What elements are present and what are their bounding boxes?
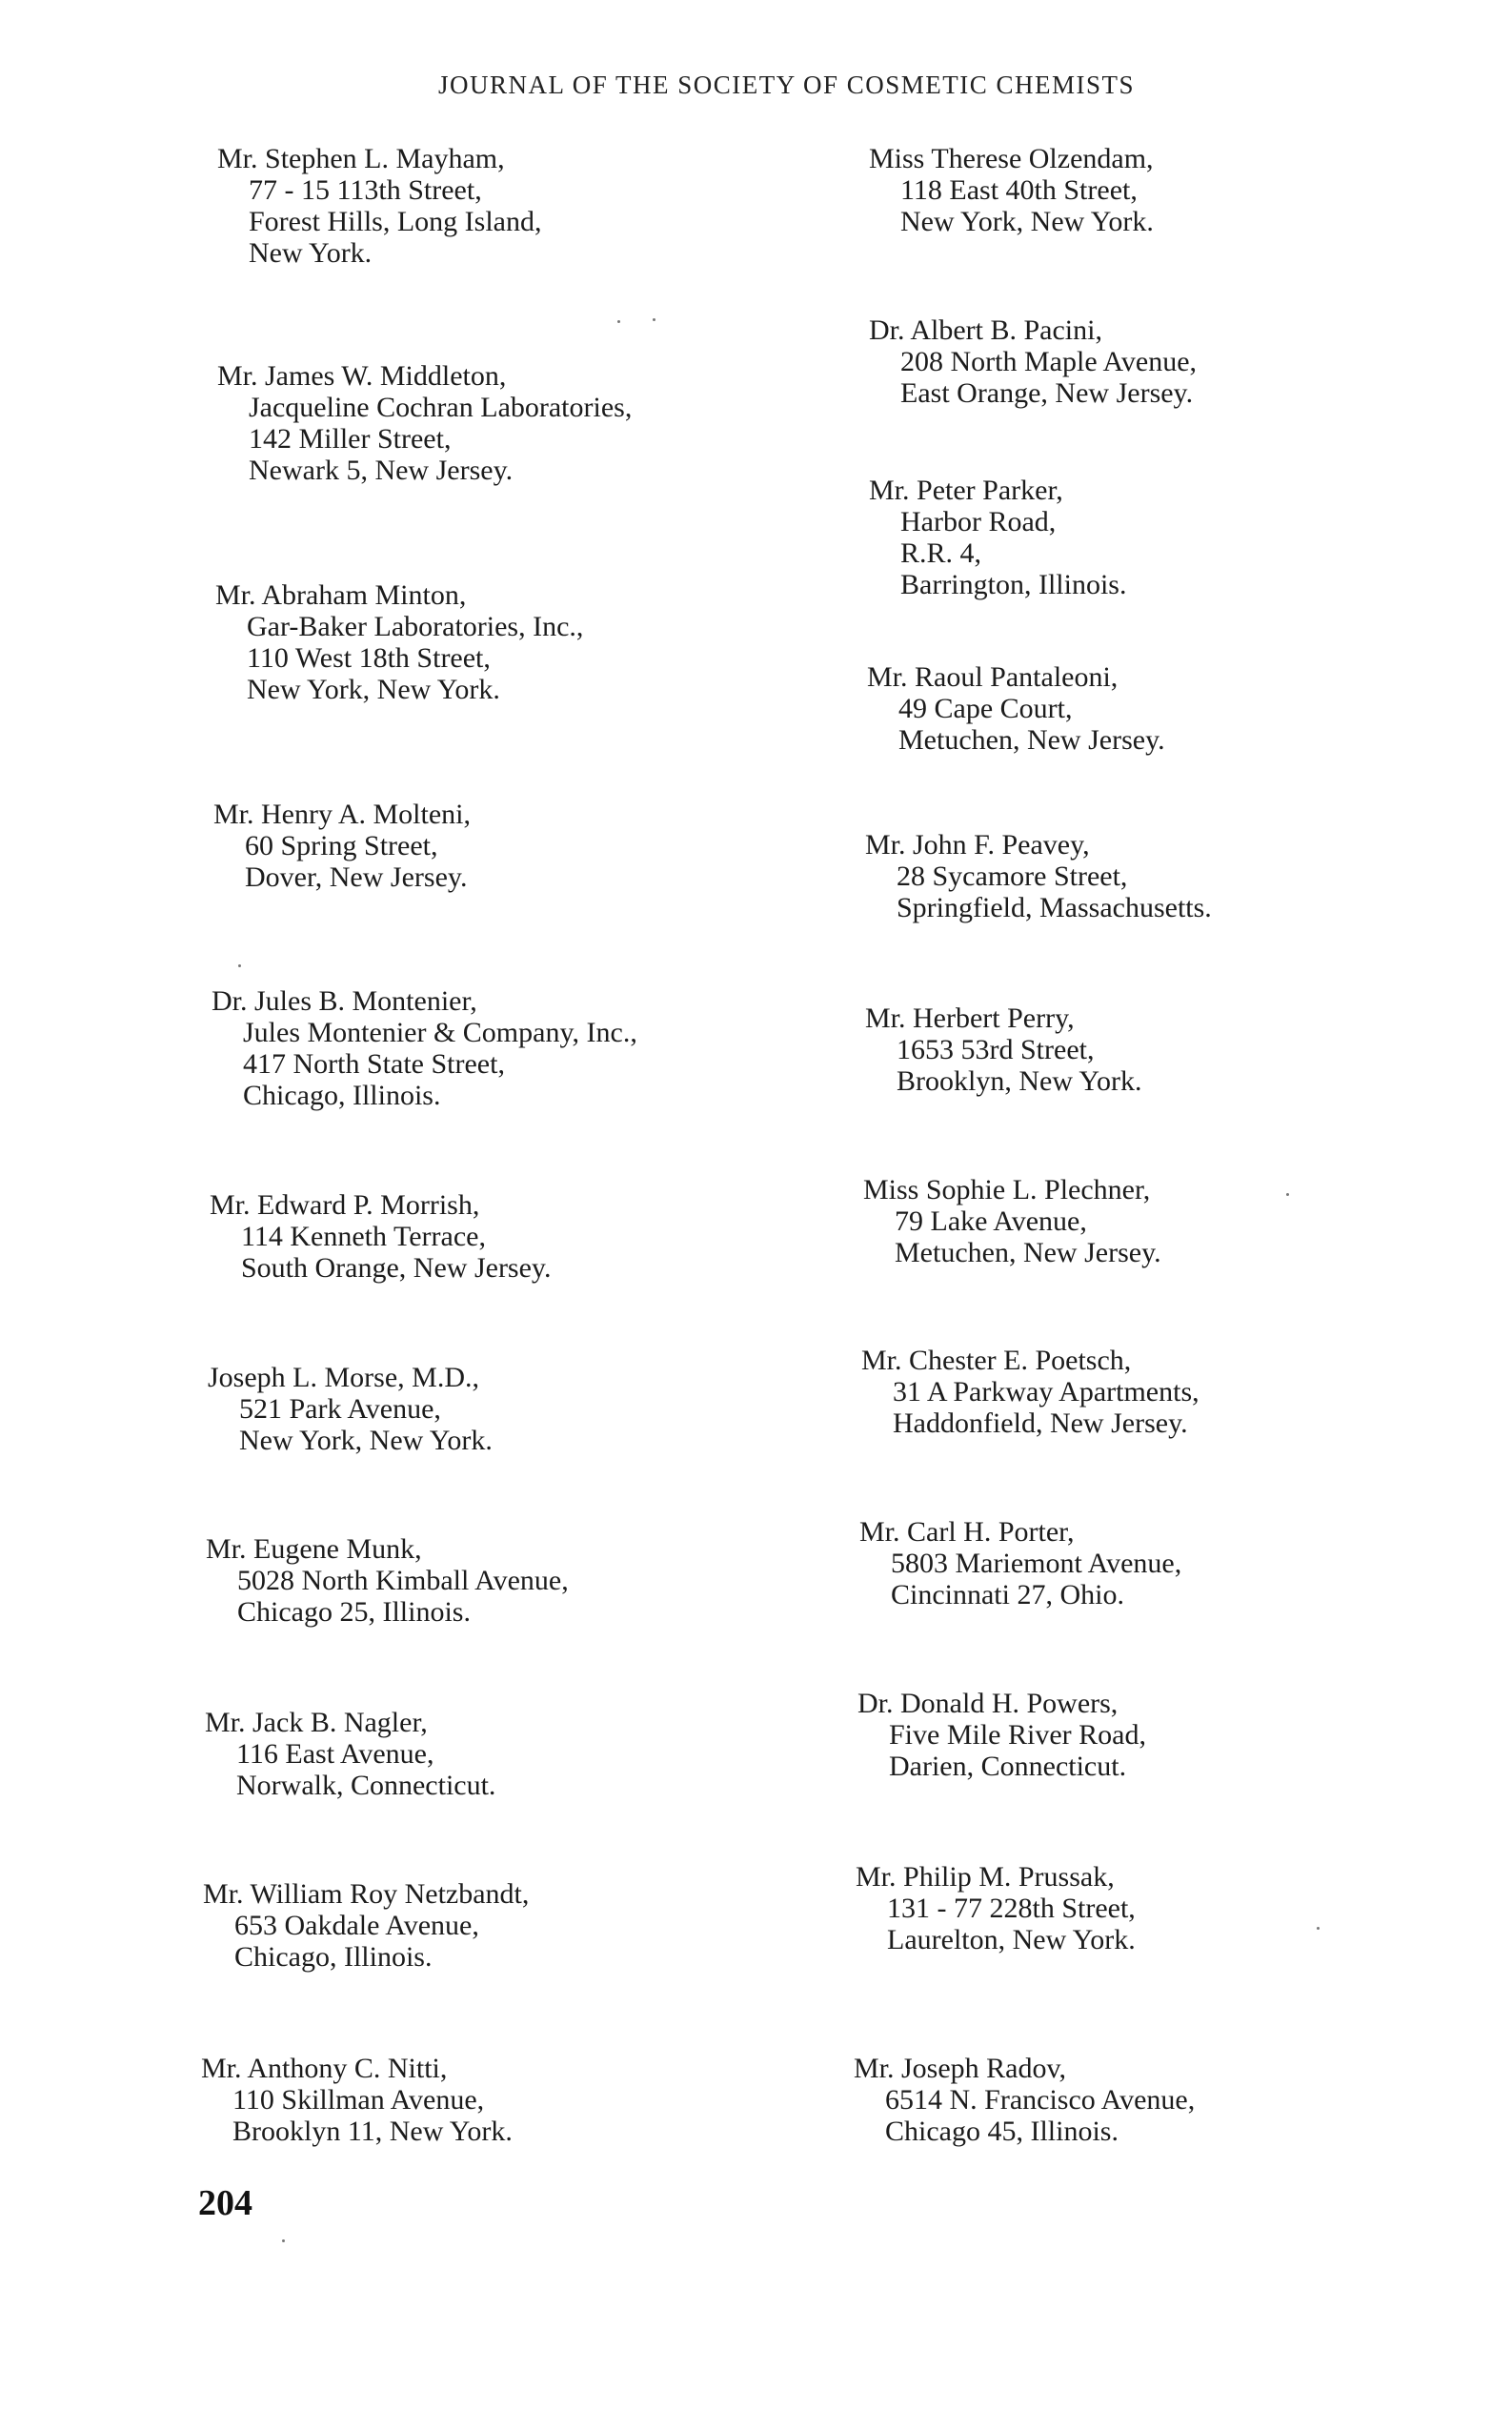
member-entry [863, 1174, 1511, 1268]
address-line: 653 Oakdale Avenue, [234, 1910, 479, 1941]
member-name: Mr. Herbert Perry, [865, 1002, 1075, 1034]
address-line: 60 Spring Street, [245, 830, 438, 861]
address-line: New York, New York. [239, 1425, 493, 1456]
member-name: Dr. Albert B. Pacini, [869, 314, 1102, 346]
member-entry [867, 661, 1512, 756]
member-entry [212, 985, 859, 1111]
member-name: Mr. Peter Parker, [869, 475, 1063, 506]
address-line: Dover, New Jersey. [245, 861, 468, 893]
member-entry [215, 579, 863, 705]
scan-speck [617, 320, 620, 323]
address-line: 49 Cape Court, [898, 693, 1073, 724]
member-name: Dr. Donald H. Powers, [857, 1688, 1119, 1719]
member-entry [854, 2053, 1502, 2147]
address-line: 5803 Mariemont Avenue, [891, 1548, 1182, 1579]
address-line: 417 North State Street, [243, 1048, 505, 1080]
address-line: Brooklyn 11, New York. [232, 2116, 513, 2147]
member-entry [869, 475, 1512, 600]
address-line: Haddonfield, New Jersey. [893, 1408, 1188, 1439]
address-line: 5028 North Kimball Avenue, [237, 1565, 569, 1596]
member-entry [865, 1002, 1512, 1097]
member-entry [205, 1707, 853, 1801]
member-name: Dr. Jules B. Montenier, [212, 985, 477, 1017]
address-line: Norwalk, Connecticut. [236, 1770, 496, 1801]
member-name: Mr. William Roy Netzbandt, [203, 1878, 530, 1910]
member-name: Mr. Philip M. Prussak, [856, 1861, 1115, 1893]
address-line: Forest Hills, Long Island, [249, 206, 542, 237]
page-number: 204 [198, 2183, 252, 2223]
address-line: 142 Miller Street, [249, 423, 452, 455]
member-name: Mr. Joseph Radov, [854, 2053, 1067, 2084]
member-entry [856, 1861, 1503, 1955]
member-entry [857, 1688, 1505, 1782]
member-name: Mr. Carl H. Porter, [859, 1516, 1075, 1548]
address-line: 31 A Parkway Apartments, [893, 1376, 1200, 1408]
address-line: 208 North Maple Avenue, [900, 346, 1198, 377]
address-line: Barrington, Illinois. [900, 569, 1127, 600]
address-line: Gar-Baker Laboratories, Inc., [247, 611, 584, 642]
member-entry [217, 360, 865, 486]
address-line: South Orange, New Jersey. [241, 1252, 552, 1284]
address-line: Chicago, Illinois. [234, 1941, 433, 1973]
member-entry [213, 799, 861, 893]
member-entry [217, 143, 865, 269]
address-line: New York. [249, 237, 373, 269]
address-line: Cincinnati 27, Ohio. [891, 1579, 1124, 1610]
member-name: Miss Therese Olzendam, [869, 143, 1154, 174]
member-name: Mr. Eugene Munk, [206, 1533, 422, 1565]
member-entry [865, 829, 1512, 923]
member-entry [208, 1362, 856, 1456]
address-line: Jacqueline Cochran Laboratories, [249, 392, 633, 423]
address-line: 131 - 77 228th Street, [887, 1893, 1136, 1924]
member-name: Mr. James W. Middleton, [217, 360, 507, 392]
address-line: Brooklyn, New York. [897, 1065, 1142, 1097]
member-entry [206, 1533, 854, 1628]
address-line: Newark 5, New Jersey. [249, 455, 514, 486]
address-line: Chicago 45, Illinois. [885, 2116, 1119, 2147]
address-line: Darien, Connecticut. [889, 1751, 1127, 1782]
address-line: 1653 53rd Street, [897, 1034, 1095, 1065]
member-name: Mr. Henry A. Molteni, [213, 799, 471, 830]
member-entry [859, 1516, 1507, 1610]
address-line: Five Mile River Road, [889, 1719, 1146, 1751]
address-line: Chicago 25, Illinois. [237, 1596, 471, 1628]
member-entry [869, 314, 1512, 409]
address-line: 110 West 18th Street, [247, 642, 491, 674]
address-line: 521 Park Avenue, [239, 1393, 441, 1425]
scan-speck [653, 318, 655, 321]
address-line: Metuchen, New Jersey. [898, 724, 1165, 756]
member-name: Mr. Raoul Pantaleoni, [867, 661, 1119, 693]
member-entry [203, 1878, 851, 1973]
address-line: 79 Lake Avenue, [895, 1205, 1087, 1237]
member-entry [861, 1345, 1509, 1439]
scan-speck [1317, 1927, 1320, 1930]
address-line: Springfield, Massachusetts. [897, 892, 1212, 923]
member-name: Mr. Abraham Minton, [215, 579, 467, 611]
address-line: 114 Kenneth Terrace, [241, 1221, 486, 1252]
member-entry [869, 143, 1512, 237]
member-entry [210, 1189, 857, 1284]
address-line: New York, New York. [247, 674, 500, 705]
member-name: Mr. Chester E. Poetsch, [861, 1345, 1132, 1376]
scan-speck [1286, 1193, 1289, 1196]
member-name: Mr. Stephen L. Mayham, [217, 143, 505, 174]
address-line: R.R. 4, [900, 537, 982, 569]
address-line: Chicago, Illinois. [243, 1080, 441, 1111]
address-line: Harbor Road, [900, 506, 1057, 537]
address-line: 110 Skillman Avenue, [232, 2084, 485, 2116]
address-line: 28 Sycamore Street, [897, 861, 1128, 892]
member-name: Mr. Edward P. Morrish, [210, 1189, 480, 1221]
scan-speck [238, 964, 241, 967]
address-line: New York, New York. [900, 206, 1154, 237]
address-line: 77 - 15 113th Street, [249, 174, 482, 206]
address-line: Jules Montenier & Company, Inc., [243, 1017, 637, 1048]
address-line: 6514 N. Francisco Avenue, [885, 2084, 1196, 2116]
address-line: Laurelton, New York. [887, 1924, 1136, 1955]
scan-speck [282, 2239, 285, 2242]
member-entry [201, 2053, 849, 2147]
member-name: Mr. Anthony C. Nitti, [201, 2053, 448, 2084]
member-name: Miss Sophie L. Plechner, [863, 1174, 1151, 1205]
member-name: Mr. Jack B. Nagler, [205, 1707, 428, 1738]
address-line: Metuchen, New Jersey. [895, 1237, 1161, 1268]
member-name: Joseph L. Morse, M.D., [208, 1362, 479, 1393]
address-line: 116 East Avenue, [236, 1738, 434, 1770]
running-title: JOURNAL OF THE SOCIETY OF COSMETIC CHEMISTS [438, 71, 1136, 99]
member-name: Mr. John F. Peavey, [865, 829, 1090, 861]
address-line: 118 East 40th Street, [900, 174, 1138, 206]
address-line: East Orange, New Jersey. [900, 377, 1194, 409]
